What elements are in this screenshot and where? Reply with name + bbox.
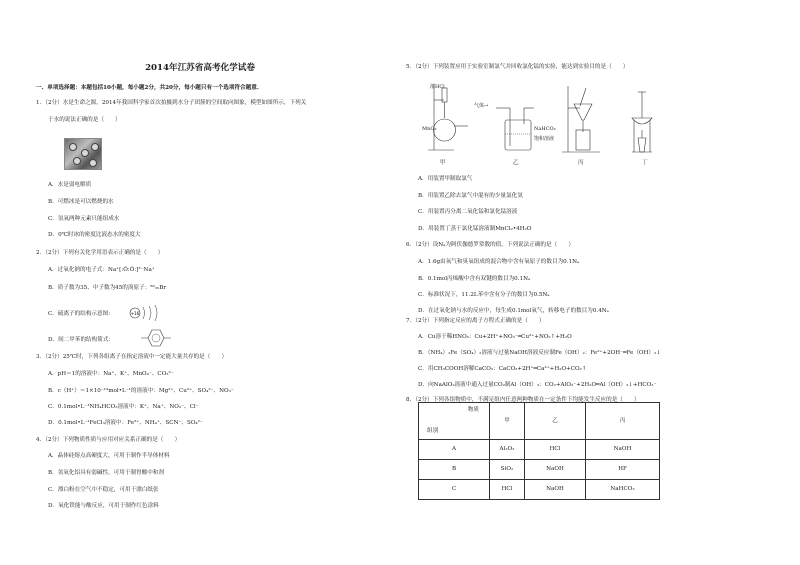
q1-stem-line1: 1．（2分）水是生命之源，2014年我国科学家首次拍摄到水分子团簇的空间取向图象，模型如图所示，下列关 [36, 100, 307, 106]
header-yi: 乙 [525, 403, 586, 440]
header-group: 组别 [427, 428, 439, 435]
q3-option-c[interactable]: C．0.1mol•L⁻¹NH₄HCO₃溶液中：K⁺、Na⁺、NO₃⁻、Cl⁻ [48, 404, 199, 410]
table-row [419, 460, 660, 480]
q5-stem: 5．（2分）下列装置应用于实验室制氯气并回收氯化锰的实验，能达到实验目的是（ ） [406, 64, 629, 70]
q4-option-a[interactable]: A．晶体硅熔点高硬度大，可用于制作半导体材料 [48, 453, 170, 459]
table-row [419, 440, 660, 460]
table-cell: NaOH [586, 440, 660, 460]
q1-stem-line2: 于水的说法正确的是（ ） [48, 117, 121, 123]
table-row [419, 403, 660, 440]
table-cell: SiO₂ [490, 460, 525, 480]
q2-option-c[interactable]: C．硫离子的结构示意图： [48, 311, 114, 317]
q2-option-b[interactable]: B．质子数为35、中子数为45的溴原子：⁸⁰₃₅Br [48, 285, 167, 291]
q5-option-d[interactable]: D．用装置丁蒸干氯化锰溶液制MnCl₂•4H₂O [418, 226, 532, 232]
q1-option-a[interactable]: A．水是弱电解质 [48, 182, 92, 188]
table-row [419, 480, 660, 500]
q5-caption-jia: 甲 [440, 160, 446, 166]
q6-option-c[interactable]: C．标准状况下，11.2L苯中含有分子的数目为0.5Nₐ [418, 292, 550, 298]
svg-text:+16: +16 [130, 311, 140, 316]
header-matter: 物质 [467, 407, 479, 413]
q1-option-c[interactable]: C．氢氧两种元素只能组成水 [48, 216, 120, 222]
table-header-corner [419, 403, 490, 440]
table-cell: C [419, 480, 490, 500]
q6-option-d[interactable]: D．在过氧化钠与水的反应中，每生成0.1mol氧气，转移电子的数目为0.4Nₐ [418, 308, 609, 314]
q7-option-b[interactable]: B．（NH₄）₂Fe（SO₄）₂溶液与过量NaOH溶液反应制Fe（OH）₂：Fe²⁺+2OH⁻═Fe（OH）₂↓ [418, 350, 661, 356]
q6-option-b[interactable]: B．0.1mol丙烯酸中含有双键的数目为0.1Nₐ [418, 276, 531, 282]
q5-caption-ding: 丁 [642, 160, 648, 166]
table-cell: HCl [490, 480, 525, 500]
q1-option-d[interactable]: D．0℃时冰的密度比液态水的密度大 [48, 232, 141, 238]
header-bing: 丙 [586, 403, 660, 440]
q6-option-a[interactable]: A．1.6g由氧气和臭氧组成的混合物中含有氧原子的数目为0.1Nₐ [418, 259, 580, 265]
q5-caption-bing: 丙 [578, 160, 584, 166]
q1-option-b[interactable]: B．可燃冰是可以燃烧的水 [48, 199, 114, 205]
meta-xylene-structure-diagram [138, 328, 178, 348]
q4-option-d[interactable]: D．氧化铁能与酸反应，可用于制作红色涂料 [48, 503, 159, 509]
q3-option-a[interactable]: A．pH＝1的溶液中：Na⁺、K⁺、MnO₄⁻、CO₃²⁻ [48, 371, 174, 377]
q5-label-saturated: 饱和溶液 [534, 136, 555, 142]
q2-option-d[interactable]: D．间二甲苯的结构简式： [48, 337, 115, 343]
q6-stem: 6．（2分）设Nₐ为阿伏伽德罗常数的值，下列说法正确的是（ ） [406, 242, 574, 248]
q5-option-a[interactable]: A．用装置甲制取氯气 [418, 176, 473, 182]
sulfide-ion-structure-diagram [128, 303, 172, 323]
section-heading: 一、单项选择题：本题包括10小题，每小题2分，共20分，每小题只有一个选项符合题意. [36, 85, 259, 91]
q2-stem: 2．（2分）下列有关化学用语表示正确的是（ ） [36, 250, 164, 256]
table-cell: B [419, 460, 490, 480]
table-cell: Al₂O₃ [490, 440, 525, 460]
q3-option-d[interactable]: D．0.1mol•L⁻¹FeCl₃溶液中：Fe²⁺、NH₄⁺、SCN⁻、SO₄²⁻ [48, 420, 203, 426]
q5-label-nahco3: NaHCO₃ [534, 126, 556, 132]
q5-option-c[interactable]: C．用装置丙分离二氧化锰和氯化锰溶液 [418, 209, 518, 215]
q4-stem: 4．（2分）下列物质性质与应用对应关系正确的是（ ） [36, 437, 181, 443]
q4-option-b[interactable]: B．氢氧化铝具有弱碱性，可用于制胃酸中和剂 [48, 470, 164, 476]
q8-table [418, 402, 660, 500]
page-title: 2014年江苏省高考化学试卷 [145, 63, 255, 73]
q7-stem: 7．（2分）下列指定反应的离子方程式正确的是（ ） [406, 318, 545, 324]
q5-label-gas: 气体→ [474, 103, 489, 109]
q5-label-hcl: 浓HCl [430, 84, 445, 90]
q7-option-d[interactable]: D．向NaAlO₂溶液中通入过量CO₂制Al（OH）₃：CO₂+AlO₂⁻+2H₂O═Al（OH）₃↓+HCO₃⁻ [418, 382, 657, 388]
header-jia: 甲 [490, 403, 525, 440]
q7-option-a[interactable]: A．Cu溶于稀HNO₃：Cu+2H⁺+NO₃⁻═Cu²⁺+NO₂↑+H₂O [418, 334, 572, 340]
water-cluster-image [64, 138, 102, 170]
q5-option-b[interactable]: B．用装置乙除去氯气中混有的少量氯化氢 [418, 193, 523, 199]
q3-option-b[interactable]: B．c（H⁺）＝1×10⁻¹³mol•L⁻¹的溶液中：Mg²⁺、Cu²⁺、SO₄²⁻、NO₃⁻ [48, 388, 234, 394]
table-cell: NaOH [525, 480, 586, 500]
q5-caption-yi: 乙 [513, 160, 519, 166]
q8-stem: 8．（2分）下列各组物质中，不满足组内任意两种物质在一定条件下均能发生反应的是（ ） [406, 397, 640, 403]
lab-apparatus-diagram [410, 78, 690, 172]
table-cell: A [419, 440, 490, 460]
table-cell: NaOH [525, 460, 586, 480]
q4-option-c[interactable]: C．漂白粉在空气中不稳定，可用于漂白纸张 [48, 487, 159, 493]
q7-option-c[interactable]: C．用CH₃COOH溶解CaCO₃：CaCO₃+2H⁺═Ca²⁺+H₂O+CO₂↑ [418, 366, 587, 372]
table-cell: HCl [525, 440, 586, 460]
table-cell: HF [586, 460, 660, 480]
q3-stem: 3．（2分）25℃时，下列各组离子在指定溶液中一定能大量共存的是（ ） [36, 354, 228, 360]
q5-label-mno2: MnO₂ [422, 126, 437, 132]
table-cell: NaHCO₃ [586, 480, 660, 500]
q2-option-a[interactable]: A．过氧化钠的电子式：Na⁺[:Ö:Ö:]²⁻Na⁺ [48, 267, 155, 273]
